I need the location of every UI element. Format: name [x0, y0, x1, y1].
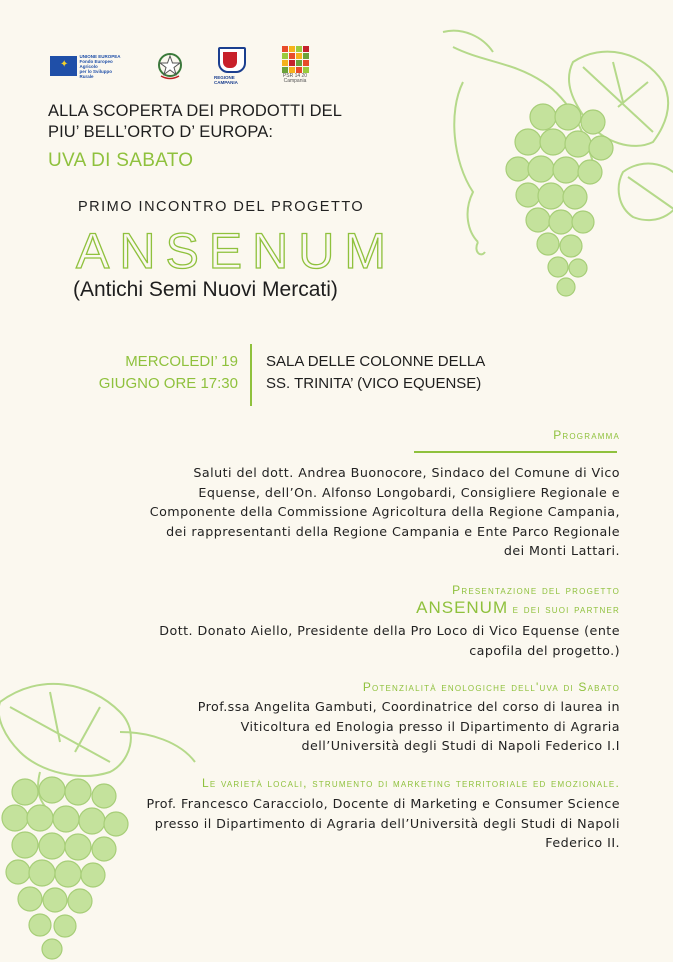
project-intro: PRIMO INCONTRO DEL PROGETTO: [78, 199, 365, 215]
section2-subheading: [416, 598, 620, 618]
section4-heading: Le varietà locali, strumento di marketing territoriale ed emozionale.: [202, 776, 620, 790]
welcome-line: dei rappresentanti della Regione Campania e Ente Parco Regionale: [166, 523, 620, 539]
section3-body: Prof.ssa Angelita Gambuti, Coordinatrice del corso di laurea in Viticoltura ed Enologia presso il Dipartimento di Agraria dell’Università degli Studi di Napoli Federico I.I: [197, 699, 620, 754]
project-name: ANSENUM: [76, 223, 397, 279]
program-heading: Programma: [553, 428, 620, 442]
section2-body: Dott. Donato Aiello, Presidente della Pro Loco di Vico Equense (ente capofila del progetto.): [159, 623, 620, 658]
title-line-2: PIU’ BELL’ORTO D’ EUROPA:: [48, 123, 274, 141]
project-subtitle: (Antichi Semi Nuovi Mercati): [73, 278, 338, 301]
event-place-line-1: SALA DELLE COLONNE DELLA: [266, 353, 486, 370]
section2-name: ANSENUM: [416, 598, 509, 617]
program-divider: [414, 451, 617, 453]
grape-bunch-icon: [423, 22, 673, 312]
event-place-line-2: SS. TRINITA’ (VICO EQUENSE): [266, 375, 482, 392]
section4-body: Prof. Francesco Caracciolo, Docente di Marketing e Consumer Science presso il Dipartimento di Agraria dell’Università degli Studi di Napoli Federico II.: [146, 796, 620, 851]
psr-subcaption: Campania: [283, 78, 307, 84]
campania-shield-icon: [218, 47, 246, 73]
event-date-line-1: MERCOLEDI’ 19: [125, 353, 238, 370]
event-title: [48, 101, 342, 143]
event-place: [266, 351, 485, 395]
italian-emblem-icon: [156, 51, 184, 81]
welcome-line: dei Monti Lattari.: [503, 543, 620, 559]
eu-logo: [50, 55, 126, 77]
welcome-line: Componente della Commissione Agricoltura della Regione Campania,: [149, 504, 620, 520]
psr-mosaic-icon: [282, 46, 309, 73]
title-line-1: ALLA SCOPERTA DEI PRODOTTI DEL: [48, 102, 342, 120]
section2-heading: Presentazione del progetto: [452, 583, 620, 597]
title-highlight: UVA DI SABATO: [48, 150, 194, 171]
psr-caption: PSR 14 20: [282, 73, 308, 79]
program-welcome: [150, 463, 620, 561]
divider: [250, 344, 252, 406]
welcome-line: Saluti del dott. Andrea Buonocore, Sindaco del Comune di Vico: [193, 465, 620, 480]
event-date: [90, 351, 238, 395]
event-date-line-2: GIUGNO ORE 17:30: [98, 375, 238, 392]
section3-heading: Potenzialità enologiche dell'uva di Sabato: [362, 680, 620, 694]
welcome-line: Equense, dell’On. Alfonso Longobardi, Consigliere Regionale e: [198, 484, 620, 500]
eu-flag-icon: [50, 56, 77, 76]
campania-caption: REGIONE CAMPANIA: [214, 75, 238, 85]
eu-text-1: UNIONE EUROPEA: [79, 53, 121, 59]
campania-logo: [214, 47, 250, 85]
eu-text-2: Fondo Europeo Agricolo: [79, 58, 113, 69]
logo-bar: [50, 46, 310, 86]
psr-logo: [280, 46, 310, 86]
section2-tail: e dei suoi partner: [512, 602, 620, 616]
eu-text-3: per lo Sviluppo Rurale: [79, 68, 113, 79]
